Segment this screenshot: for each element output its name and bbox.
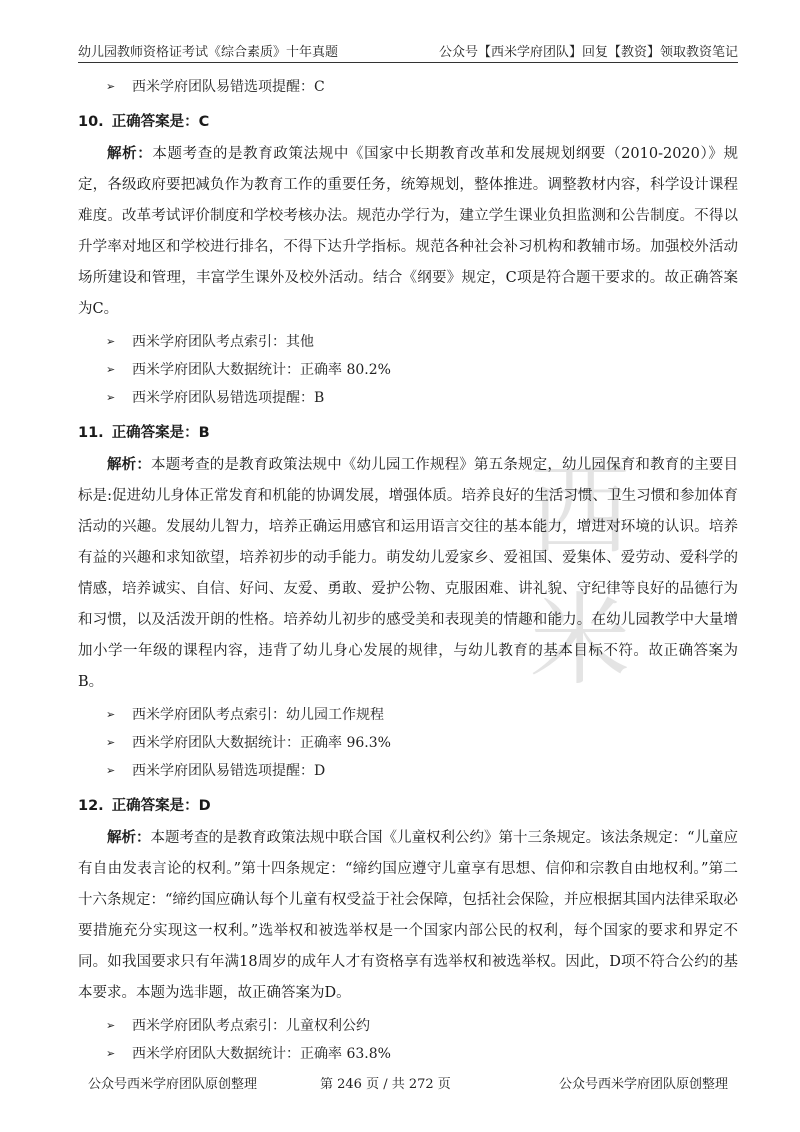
list-item [78,360,738,380]
bullet-text: 西米学府团队易错选项提醒：D [132,763,326,779]
watermark-text-1: 西 [530,452,630,569]
correct-answer-text: 正确答案是：D [111,798,211,814]
bullet-text: 西米学府团队考点索引：幼儿园工作规程 [132,707,384,723]
correct-answer-text: 正确答案是：C [111,114,210,130]
arrow-bullet-icon: ➢ [106,363,116,376]
page-footer [88,1073,728,1093]
header-document-title: 幼儿园教师资格证考试《综合素质》十年真题 [78,45,339,60]
bullet-text: 西米学府团队考点索引：其他 [132,334,314,350]
arrow-bullet-icon: ➢ [106,764,116,777]
analysis-label: 解析： [107,457,152,473]
analysis-text: 本题考查的是教育政策法规中联合国《儿童权利公约》第十三条规定。该法条规定：“儿童应有自由发表言论的权利。”第十四条规定：“缔约国应遵守儿童享有思想、信仰和宗教自由地权利。”第二十六条规定：“缔约国应确认每个儿童有权受益于社会保障，包括社会保险，并应根据其国内法律采取必要措施充分实现这一权利。”选举权和被选举权是一个国家内部公民的权利，每个国家的要求和界定不同。如我国要求只有年满18周岁的成年人才有资格享有选举权和被选举权。因此，D项不符合公约的基本要求。本题为选非题，故正确答案为D。 [78,830,738,1001]
arrow-bullet-icon: ➢ [106,391,116,404]
arrow-bullet-icon: ➢ [106,335,116,348]
bullet-text: 西米学府团队易错选项提醒：C [132,79,325,95]
analysis-text: 本题考查的是教育政策法规中《幼儿园工作规程》第五条规定，幼儿园保育和教育的主要目标是:促进幼儿身体正常发育和机能的协调发展，增强体质。培养良好的生活习惯、卫生习惯和参加体育活动的兴趣。发展幼儿智力，培养正确运用感官和运用语言交往的基本能力，增进对环境的认识。培养有益的兴趣和求知欲望，培养初步的动手能力。萌发幼儿爱家乡、爱祖国、爱集体、爱劳动、爱科学的情感，培养诚实、自信、好问、友爱、勇敢、爱护公物、克服困难、讲礼貌、守纪律等良好的品德行为和习惯，以及活泼开朗的性格。培养幼儿初步的感受美和表现美的情趣和能力。在幼儿园教学中大量增加小学一年级的课程内容，违背了幼儿身心发展的规律，与幼儿教育的基本目标不符。故正确答案为B。 [78,457,739,690]
footer-left-text: 公众号西米学府团队原创整理 [88,1077,258,1092]
arrow-bullet-icon: ➢ [106,80,116,93]
analysis-text: 本题考查的是教育政策法规中《国家中长期教育改革和发展规划纲要（2010-2020）》规定，各级政府要把减负作为教育工作的重要任务，统筹规划，整体推进。调整教材内容，科学设计课程难度。改革考试评价制度和学校考核办法。规范办学行为，建立学生课业负担监测和公告制度。不得以升学率对地区和学校进行排名，不得下达升学指标。规范各种社会补习机构和教辅市场。加强校外活动场所建设和管理，丰富学生课外及校外活动。结合《纲要》规定，C项是符合题干要求的。故正确答案为C。 [78,146,739,317]
bullet-text: 西米学府团队大数据统计：正确率 63.8% [132,1046,391,1062]
question-number: 11. [78,425,104,441]
bullet-text: 西米学府团队考点索引：儿童权利公约 [132,1018,370,1034]
question-list [78,111,738,1064]
list-item [78,1016,738,1036]
list-item [78,388,738,408]
bullet-text: 西米学府团队大数据统计：正确率 96.3% [132,735,391,751]
analysis-label: 解析： [107,146,153,162]
question-block [78,795,738,1064]
bullet-text: 西米学府团队易错选项提醒：B [132,390,325,406]
analysis-paragraph [78,139,738,325]
footer-right-text: 公众号西米学府团队原创整理 [558,1077,728,1092]
page-content [78,70,738,1072]
question-number: 12. [78,798,104,814]
list-item [78,761,738,781]
analysis-label: 解析： [107,830,151,846]
arrow-bullet-icon: ➢ [106,736,116,749]
list-item [78,332,738,352]
arrow-bullet-icon: ➢ [106,1019,116,1032]
list-item [78,705,738,725]
analysis-paragraph [78,450,738,698]
arrow-bullet-icon: ➢ [106,708,116,721]
header-promo-text: 公众号【西米学府团队】回复【教资】领取教资笔记 [438,45,738,60]
arrow-bullet-icon: ➢ [106,1047,116,1060]
watermark-text-2: 米 [530,582,630,699]
correct-answer-text: 正确答案是：B [111,425,210,441]
list-item [78,77,738,97]
page-header [78,38,738,63]
question-number: 10. [78,114,104,130]
question-block [78,422,738,781]
page-number: 第 246 页 / 共 272 页 [320,1077,451,1092]
bullet-text: 西米学府团队大数据统计：正确率 80.2% [132,362,391,378]
answer-title [78,111,738,133]
answer-title [78,422,738,444]
analysis-paragraph [78,823,738,1009]
list-item [78,1044,738,1064]
answer-title [78,795,738,817]
question-block [78,111,738,408]
list-item [78,733,738,753]
